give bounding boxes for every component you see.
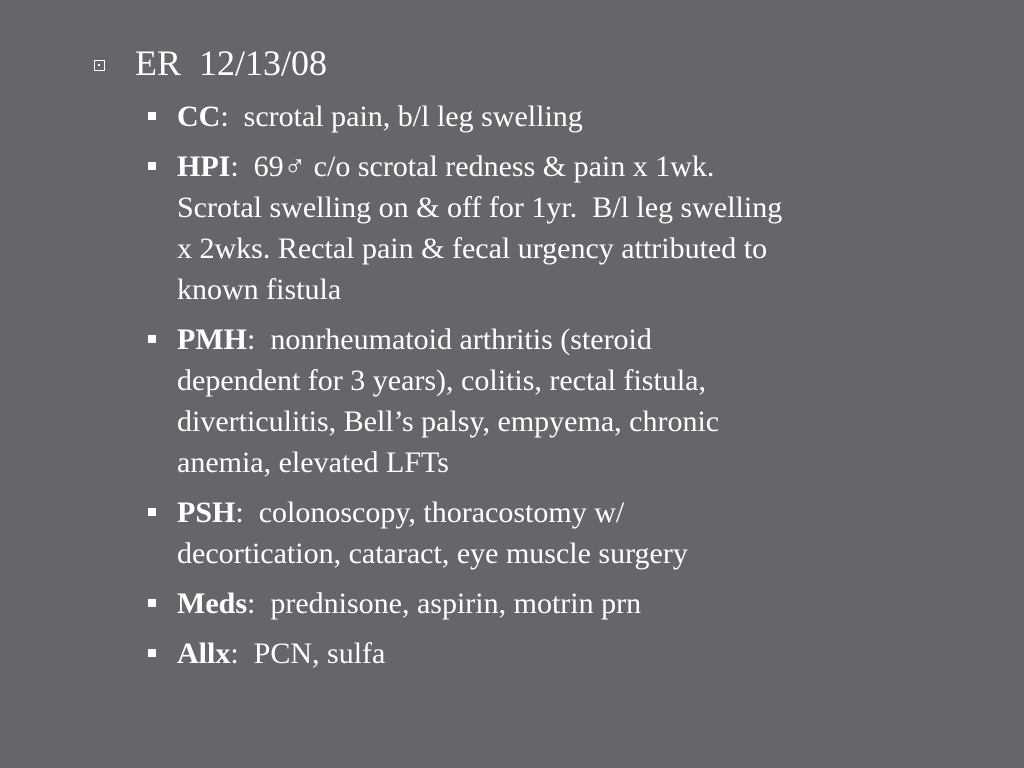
item-text: : nonrheumatoid arthritis (steroid xyxy=(246,323,652,356)
item-text-line: x 2wks. Rectal pain & fecal urgency attributed to xyxy=(177,232,768,265)
list-item-allx xyxy=(148,633,948,674)
item-label: CC xyxy=(177,100,221,133)
slide-title: ER 12/13/08 xyxy=(135,43,328,83)
item-label: PSH xyxy=(177,496,236,529)
list-item-cc xyxy=(148,96,948,137)
item-text-line: anemia, elevated LFTs xyxy=(177,446,449,479)
list-item-hpi xyxy=(148,146,948,310)
square-bullet-icon xyxy=(148,508,156,516)
square-bullet-icon xyxy=(148,162,156,170)
item-label: HPI xyxy=(177,150,231,183)
square-bullet-icon xyxy=(148,335,156,343)
item-label: Allx xyxy=(177,637,231,670)
square-bullet-icon xyxy=(148,649,156,657)
item-text: : prednisone, aspirin, motrin prn xyxy=(247,587,642,620)
list-item-pmh xyxy=(148,319,948,483)
item-text: : 69♂ c/o scrotal redness & pain x 1wk. xyxy=(230,150,715,183)
item-label: Meds xyxy=(177,587,247,620)
square-bullet-icon xyxy=(148,112,156,120)
square-bullet-icon xyxy=(94,60,105,71)
square-bullet-icon xyxy=(148,599,156,607)
item-text: : PCN, sulfa xyxy=(230,637,386,670)
item-text: : colonoscopy, thoracostomy w/ xyxy=(235,496,625,529)
bullet-list xyxy=(148,96,948,683)
title-row xyxy=(94,40,327,86)
item-text: : scrotal pain, b/l leg swelling xyxy=(220,100,583,133)
item-text-line: diverticulitis, Bell’s palsy, empyema, chronic xyxy=(177,405,720,438)
item-text-line: dependent for 3 years), colitis, rectal fistula, xyxy=(177,364,706,397)
item-text-line: Scrotal swelling on & off for 1yr. B/l leg swelling xyxy=(177,191,783,224)
list-item-psh xyxy=(148,492,948,574)
list-item-meds xyxy=(148,583,948,624)
item-label: PMH xyxy=(177,323,247,356)
item-text-line: decortication, cataract, eye muscle surgery xyxy=(177,537,688,570)
item-text-line: known fistula xyxy=(177,273,342,306)
